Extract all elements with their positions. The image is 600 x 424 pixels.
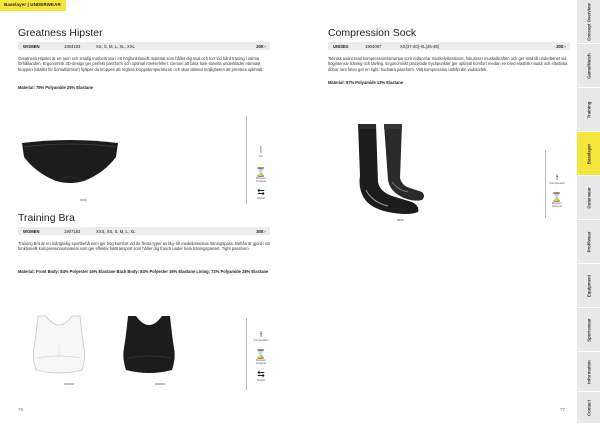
product-title-sock: Compression Sock: [328, 27, 417, 39]
feature-stretch: ⇆ Stretch: [252, 370, 270, 382]
feature-divider: [545, 150, 546, 218]
article-number: 1904193: [64, 44, 81, 49]
color-code-bra-black: 999000: [155, 382, 166, 386]
feature-moisture: ⌛ Moisture transport: [252, 350, 270, 365]
sidebar-item-concept-overview[interactable]: Concept Overview: [577, 0, 600, 44]
sidebar-item-training[interactable]: Training: [577, 88, 600, 132]
product-material-bra: Material: Front Body: 84% Polyester 16% Elastane Back Body: 84% Polyester 16% Elastane Lining: 72% Polyamide 28% Elastane: [18, 269, 269, 274]
feature-moisture: ⌛ Moisture transport: [252, 168, 270, 183]
color-code-hipster: 9999: [80, 198, 87, 202]
hipster-product-image: [18, 137, 122, 193]
feature-stretch: ⇆ Stretch: [252, 188, 270, 200]
sidebar-item-equipment[interactable]: Equipment: [577, 264, 600, 308]
article-number: 1904087: [365, 44, 382, 49]
color-code-sock: 9995: [397, 218, 404, 222]
feature-divider: [246, 318, 247, 390]
feature-moisture: ⌛ Moisture transport: [548, 193, 566, 208]
sidebar-item-game-match[interactable]: Game/Match: [577, 44, 600, 88]
product-description-hipster: Greatness Hipster är en tunn och smidig trosbertrosa i ett högfunktionellt material som håller dig sval och torr vid hård träning i varma förhållanden. Ergonomisk 3D-design ger perfekt passform och optimal rörelsefrihet. Genom att bära funk-tionella underkläder närmast kroppen (istället för bomullströsor) hjälper du kroppen att reglera kroppstemperaturen och ökar dämed möjligheten att prestera optimalt.: [18, 56, 264, 72]
article-number: 1907183: [64, 229, 81, 234]
sidebar-item-outerwear[interactable]: Outerwear: [577, 176, 600, 220]
product-bar-bra: [18, 227, 270, 235]
feature-compression: ⟊ Compression: [549, 172, 565, 185]
bra-black-product-image: [118, 314, 180, 376]
page-number-right: 77: [560, 407, 566, 412]
moisture-transport-icon: ⌛: [255, 167, 267, 177]
moisture-transport-icon: ⌛: [551, 192, 563, 202]
feature-divider: [246, 116, 247, 204]
sidebar-item-profilwear[interactable]: Profilwear: [577, 220, 600, 264]
bra-white-product-image: [28, 314, 90, 376]
product-bar-hipster: [18, 42, 270, 50]
sizes: XXS, XS, S, M, L, XL: [96, 229, 136, 234]
gender-label: WOMEN: [23, 229, 40, 234]
product-title-bra: Training Bra: [18, 212, 75, 224]
feature-dri: ⦚ Dri: [252, 146, 270, 158]
stretch-icon: ⇆: [257, 369, 265, 379]
sizes: XS(37-40)-XL(45-48): [400, 44, 440, 49]
product-title-hipster: Greatness Hipster: [18, 27, 103, 39]
product-bar-sock: [328, 42, 570, 50]
price: 300:-: [556, 44, 566, 49]
product-material-hipster: Material: 75% Polyamide 25% Elastane: [18, 85, 94, 90]
sock-product-image: [348, 120, 428, 216]
section-tag-label: Baselayer | UNDERWEAR: [4, 2, 61, 7]
compression-icon: ⟊: [259, 329, 263, 339]
section-sidebar: [577, 0, 600, 424]
page-number-left: 76: [18, 407, 24, 412]
sizes: XS, S, M, L, XL, XXL: [96, 44, 135, 49]
sidebar-item-baselayer[interactable]: Baselayer: [577, 132, 600, 176]
wind-icon: ⦚: [260, 145, 262, 155]
product-description-bra: Training Bra är en mångsidig sportbehå som ger hög komfort vid de flesta typer av låg- till medelintensiva träningspass. Behån är gjord i ett funktionellt kompressionsmaterial som ger effektiv fukttransport som håller dig frasch under hela träningspasset. Tight passform.: [18, 241, 270, 252]
compression-icon: ⟊: [555, 172, 559, 182]
gender-label: UNISEX: [333, 44, 349, 49]
moisture-transport-icon: ⌛: [255, 349, 267, 359]
sidebar-item-sportswear[interactable]: Sportswear: [577, 308, 600, 352]
color-code-bra-white: 900000: [64, 382, 75, 386]
gender-label: WOMEN: [23, 44, 40, 49]
sidebar-item-contact[interactable]: Contact: [577, 392, 600, 424]
product-description-sock: Teknisk avancerad kompressionsstrumpa som reducerar muskelvibrationer, fokuserar muskelkraften och ger stöd till underbenet vid högintensiv träning och tävling. Ergonomiskt placerade tryckpunkter ger optimal komfort medan en bred elastisk muddi och elastiska ribbor runt foten ger en tight, hudnära passform. Välj kompression utifrån din vadstorlek.: [328, 56, 568, 72]
product-material-sock: Material: 87% Polyamide 13% Elastane: [328, 80, 404, 85]
price: 200:-: [256, 44, 266, 49]
section-tag: [0, 0, 66, 11]
sidebar-item-information[interactable]: Information: [577, 352, 600, 392]
feature-compression: ⟊ Compression: [253, 329, 269, 342]
stretch-icon: ⇆: [257, 187, 265, 197]
price: 300:-: [256, 229, 266, 234]
